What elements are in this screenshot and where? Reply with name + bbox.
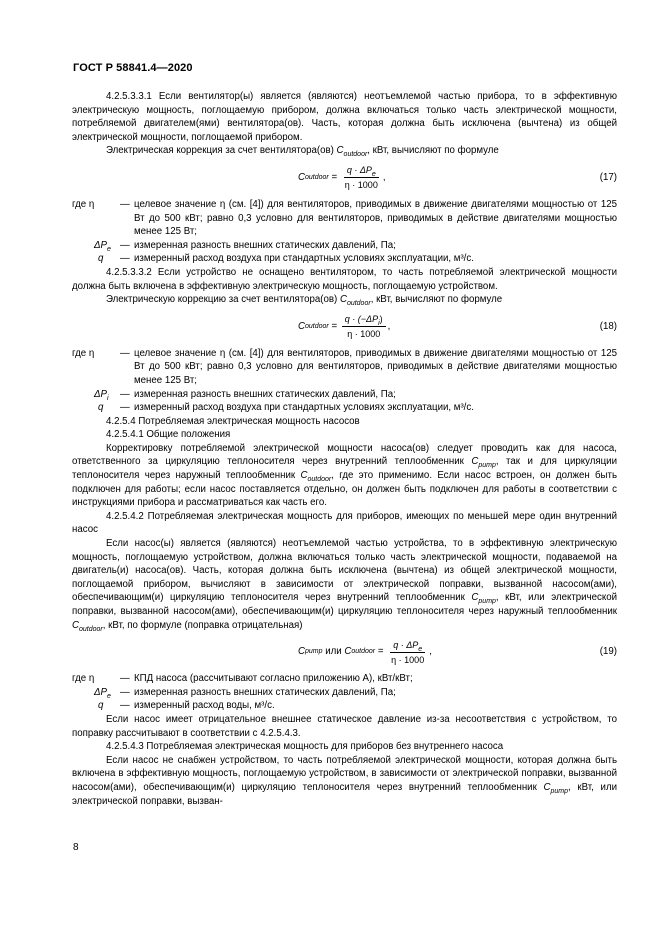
formula-18-number: (18) [599, 320, 617, 332]
formula-17-number: (17) [599, 171, 617, 183]
heading-4254-2: 4.2.5.4.2 Потребляемая электрическая мощность для приборов, имеющих по меньшей мере один внутренний насос [72, 510, 617, 536]
formula-19-number: (19) [599, 646, 617, 658]
definition-row: $\Delta P_e$ — измеренная разность внешних статических давлений, Па; [94, 239, 396, 253]
definition-row: $\Delta P_e$ — измеренная разность внешних статических давлений, Па; [94, 686, 396, 700]
document-body [72, 90, 617, 808]
paragraph-pump-internal: Если насос(ы) является (являются) неотъемлемой частью устройства, то в эффективную электрическую мощность, поглощаемую устройством, должна включаться только часть электрической мощности, подаваемой на двигатель(и) насоса(ов). Часть, которая должна быть исключена (вычтена) из общей электрической мощности, поглощаемой прибором, вычисляют в зависимости от электрической поправки, вызванной насосом(ами), обеспечивающим(и) циркуляцию теплоносителя через внутренний теплообменник $C_{pump}$, кВт, или электрической поправки, вызванной насосом(ами), обеспечивающим(и) циркуляцию теплоносителя через наружный теплообменник $C_{outdoor}$, кВт, по формуле (поправка отрицательная) [72, 538, 617, 633]
definition-row: $\Delta P_i$ — измеренная разность внешних статических давлений, Па; [94, 388, 396, 402]
definition-row: где η — КПД насоса (рассчитывают согласно приложению А), кВт/кВт; [72, 673, 413, 685]
definition-row: q — измеренный расход воздуха при стандартных условиях эксплуатации, м³/с. [98, 402, 474, 414]
definitions-18 [72, 347, 617, 415]
paragraph-negative-pressure: Если насос имеет отрицательное внешнее статическое давление из-за несоответствия с устройством, то поправку рассчитывают в соответствии с 4.2.5.4.3. [72, 713, 617, 739]
definition-row: где η — целевое значение η (см. [4]) для вентиляторов, приводимых в движение двигателями мощностью от 125 Вт до 500 кВт; равно 0,3 условно для вентиляторов, приводимых в действие двигателями мощностью менее 125 Вт; [72, 347, 617, 386]
formula-19-fraction: $\frac{q \cdot \Delta P_e}{\eta \cdot 1000}$ [391, 639, 425, 665]
document-standard-header: ГОСТ Р 58841.4—2020 [73, 62, 193, 74]
formula-17: C outdoor = $\frac{q \cdot \Delta P_e}{\eta \cdot 1000}$ , (17) [298, 165, 617, 191]
formula-17-fraction: $\frac{q \cdot \Delta P_e}{\eta \cdot 1000}$ [344, 165, 378, 191]
definition-row: q — измеренный расход воды, м³/с. [98, 700, 275, 712]
formula-17-lead: Электрическая коррекция за счет вентилятора(ов) $C_{outdoor}$, кВт, вычисляют по формуле [106, 145, 499, 159]
definitions-19 [72, 672, 617, 713]
definition-row: q — измеренный расход воздуха при стандартных условиях эксплуатации, м³/с. [98, 253, 474, 265]
paragraph-no-pump: Если насос не снабжен устройством, то часть потребляемой электрической мощности, которая должна быть включена в эффективную мощность, поглощаемую устройством, в зависимости от электрической поправки, вызванной насосом(ами), обеспечивающим(и) циркуляцию теплоносителя через внутренний теплообменник $C_{pump}$, кВт, или электрической поправки, вызван- [72, 754, 618, 807]
definition-row: где η — целевое значение η (см. [4]) для вентиляторов, приводимых в движение двигателями мощностью от 125 Вт до 500 кВт; равно 0,3 условно для вентиляторов, приводимых в действие двигателями мощностью менее 125 Вт; [72, 198, 617, 238]
paragraph-4253-3-1: 4.2.5.3.3.1 Если вентилятор(ы) является (являются) неотъемлемой частью прибора, то в эффективную электрическую мощность, поглощаемую прибором, должна включаться только часть электрической мощности, потребляемой двигателем(ями) вентилятора(ов). Часть, которая должна быть исключена (вычтена) из общей электрической мощности, поглощаемой прибором. [72, 91, 617, 143]
formula-18-fraction: $\frac{q \cdot (-\Delta P_i)}{\eta \cdot 1000}$ [342, 313, 386, 340]
formula-18: C outdoor = $\frac{q \cdot (-\Delta P_i)}{\eta \cdot 1000}$ , (18) [298, 314, 617, 340]
formula-18-lead: Электрическую коррекцию за счет вентилятора(ов) $C_{outdoor}$, кВт, вычисляют по формуле [106, 294, 503, 308]
heading-4254-1: 4.2.5.4.1 Общие положения [106, 429, 231, 441]
formula-19: C pump или C outdoor = $\frac{q \cdot \Delta P_e}{\eta \cdot 1000}$ , (19) [298, 639, 617, 665]
page-number: 8 [73, 842, 79, 853]
definitions-17 [72, 198, 617, 266]
paragraph-general: Корректировку потребляемой электрической мощности насоса(ов) следует проводить как для насоса, ответственного за циркуляцию теплоносителя через внутренний теплообменник $C_{pump}$, так и для циркуляции теплоносителя через наружный теплообменник $C_{outdoor}$, где это применимо. Если насос встроен, он должен быть подключен для работы; если насос поставляется отдельно, он должен быть подключен для работы в соответствии с инструкциями прибора и рассматриваться как часть его. [72, 442, 617, 509]
paragraph-4253-3-2: 4.2.5.3.3.2 Если устройство не оснащено вентилятором, то часть потребляемой электрической мощности должна быть включена в эффективную электрическую мощность, поглощаемую устройством. [72, 266, 617, 292]
heading-4254: 4.2.5.4 Потребляемая электрическая мощность насосов [106, 415, 360, 427]
heading-4254-3: 4.2.5.4.3 Потребляемая электрическая мощность для приборов без внутреннего насоса [106, 741, 504, 753]
